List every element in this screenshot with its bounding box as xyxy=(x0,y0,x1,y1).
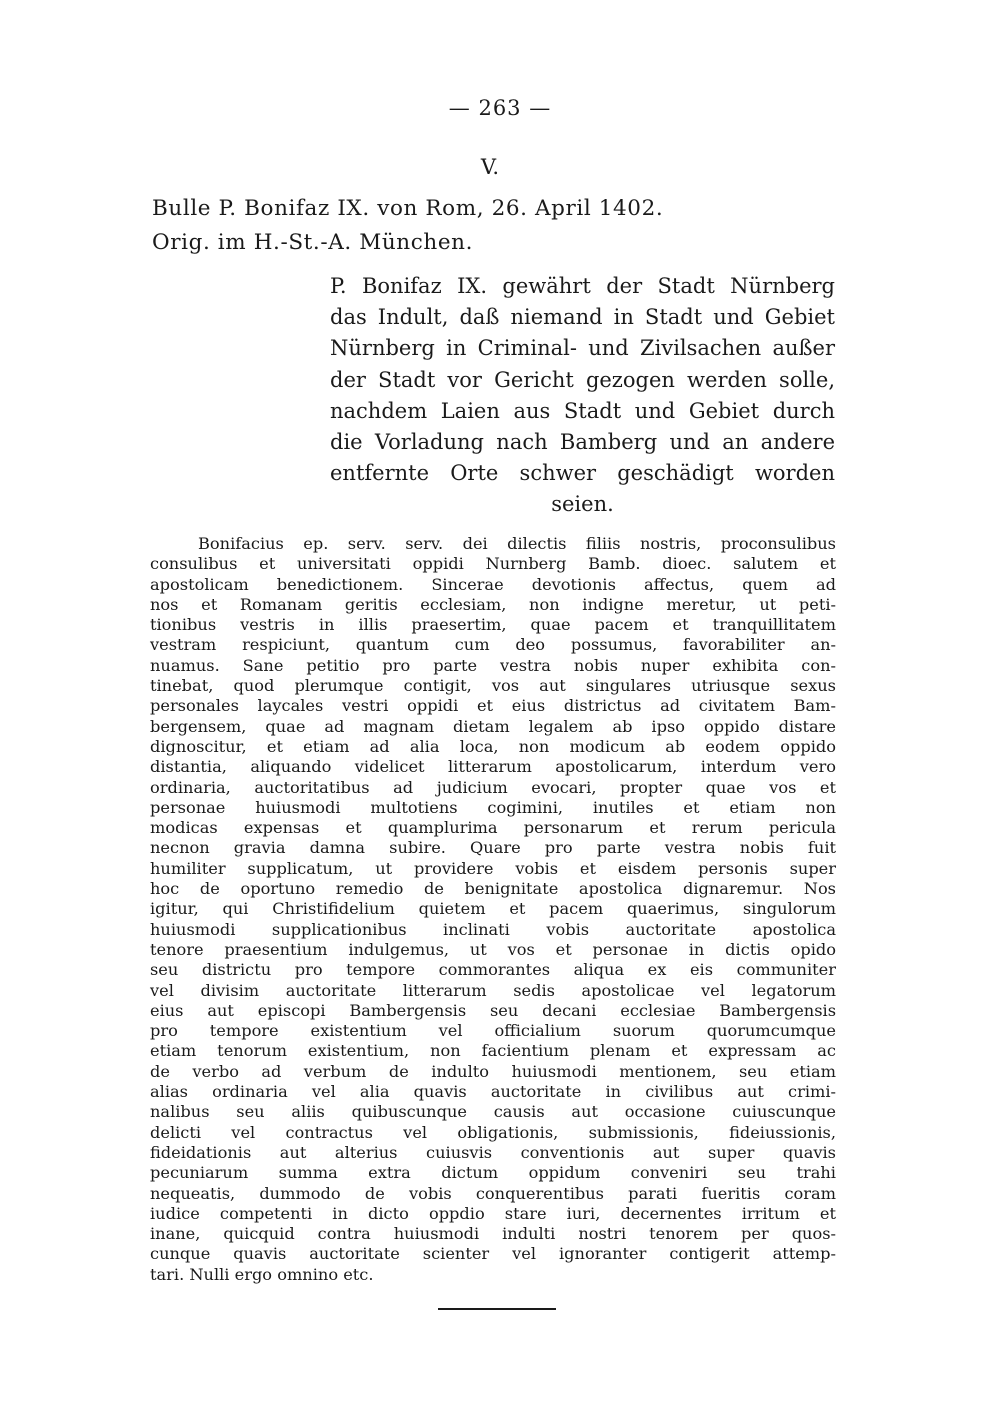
body-line: tionibus vestris in illis praesertim, quae pacem et tranquillitatem xyxy=(150,615,836,635)
body-line: iudice competenti in dicto oppdio stare iuri, decernentes irritum et xyxy=(150,1203,836,1223)
summary-line: P. Bonifaz IX. gewährt der Stadt Nürnberg xyxy=(330,274,835,298)
body-line: huiusmodi supplicationibus inclinati vobis auctoritate apostolica xyxy=(150,919,836,939)
body-line: tinebat, quod plerumque contigit, vos aut singulares utriusque sexus xyxy=(150,676,836,696)
body-line: inane, quicquid contra huiusmodi indulti nostri tenorem per quos- xyxy=(150,1224,836,1244)
body-line: apostolicam benedictionem. Sincerae devotionis affectus, quem ad xyxy=(150,574,836,594)
document-body xyxy=(150,534,836,1285)
summary-line: die Vorladung nach Bamberg und an andere xyxy=(330,429,835,454)
body-line: igitur, qui Christifidelium quietem et pacem quaerimus, singulorum xyxy=(150,899,836,919)
body-line: fideidationis aut alterius cuiusvis conventionis aut super quavis xyxy=(150,1142,836,1162)
body-line: nos et Romanam geritis ecclesiam, non indigne meretur, ut peti- xyxy=(150,594,836,614)
document-title: Bulle P. Bonifaz IX. von Rom, 26. April 1402. xyxy=(152,196,664,221)
summary-line: das Indult, daß niemand in Stadt und Gebiet xyxy=(330,305,835,330)
body-line: eius aut episcopi Bambergensis seu decani ecclesiae Bambergensis xyxy=(150,1000,836,1020)
body-line: distantia, aliquando videlicet litterarum apostolicarum, interdum vero xyxy=(150,757,836,777)
summary-line: seien. xyxy=(551,492,614,517)
body-line: vestram respiciunt, quantum cum deo possumus, favorabiliter an- xyxy=(150,635,836,655)
body-line: seu districtu pro tempore commorantes aliqua ex eis communiter xyxy=(150,960,836,980)
page-number: — 263 — xyxy=(448,96,552,120)
body-line: delicti vel contractus vel obligationis, submissionis, fideiussionis, xyxy=(150,1122,836,1142)
body-line: modicas expensas et quamplurima personarum et rerum pericula xyxy=(150,818,836,838)
end-rule xyxy=(438,1308,556,1310)
body-line: alias ordinaria vel alia quavis auctoritate in civilibus aut crimi- xyxy=(150,1082,836,1102)
body-line: nalibus seu aliis quibuscunque causis aut occasione cuiuscunque xyxy=(150,1102,836,1122)
body-line: vel divisim auctoritate litterarum sedis apostolicae vel legatorum xyxy=(150,980,836,1000)
body-line: tenore praesentium indulgemus, ut vos et personae in dictis opido xyxy=(150,939,836,959)
section-numeral: V. xyxy=(480,155,500,179)
body-line: pecuniarum summa extra dictum oppidum conveniri seu trahi xyxy=(150,1163,836,1183)
body-line: hoc de oportuno remedio de benignitate apostolica dignaremur. Nos xyxy=(150,879,836,899)
body-line: pro tempore existentium vel officialium suorum quorumcumque xyxy=(150,1021,836,1041)
summary-block xyxy=(330,271,835,521)
body-line: nuamus. Sane petitio pro parte vestra nobis nuper exhibita con- xyxy=(150,655,836,675)
body-line: personae huiusmodi multotiens cogimini, inutiles et etiam non xyxy=(150,797,836,817)
body-line: tari. Nulli ergo omnino etc. xyxy=(150,1264,374,1284)
body-line: bergensem, quae ad magnam dietam legalem ab ipso oppido distare xyxy=(150,716,836,736)
body-line: ordinaria, auctoritatibus ad judicium evocari, propter quae vos et xyxy=(150,777,836,797)
body-line: Bonifacius ep. serv. serv. dei dilectis filiis nostris, proconsulibus xyxy=(198,534,836,553)
document-source: Orig. im H.-St.-A. München. xyxy=(152,230,474,255)
body-line: consulibus et universitati oppidi Nurnberg Bamb. dioec. salutem et xyxy=(150,554,836,574)
body-line: de verbo ad verbum de indulto huiusmodi mentionem, seu etiam xyxy=(150,1061,836,1081)
body-line: nequeatis, dummodo de vobis conquerentibus parati fueritis coram xyxy=(150,1183,836,1203)
body-line: humiliter supplicatum, ut providere vobis et eisdem personis super xyxy=(150,858,836,878)
body-line: etiam tenorum existentium, non facientium plenam et expressam ac xyxy=(150,1041,836,1061)
body-line: dignoscitur, et etiam ad alia loca, non modicum ab eodem oppido xyxy=(150,736,836,756)
body-line: cunque quavis auctoritate scienter vel ignoranter contigerit attemp- xyxy=(150,1244,836,1264)
summary-line: der Stadt vor Gericht gezogen werden solle, xyxy=(330,367,835,392)
summary-line: nachdem Laien aus Stadt und Gebiet durch xyxy=(330,398,835,423)
body-line: necnon gravia damna subire. Quare pro parte vestra nobis fuit xyxy=(150,838,836,858)
summary-line: Nürnberg in Criminal- und Zivilsachen außer xyxy=(330,336,835,361)
summary-line: entfernte Orte schwer geschädigt worden xyxy=(330,461,835,486)
body-line: personales laycales vestri oppidi et eius districtus ad civitatem Bam- xyxy=(150,696,836,716)
